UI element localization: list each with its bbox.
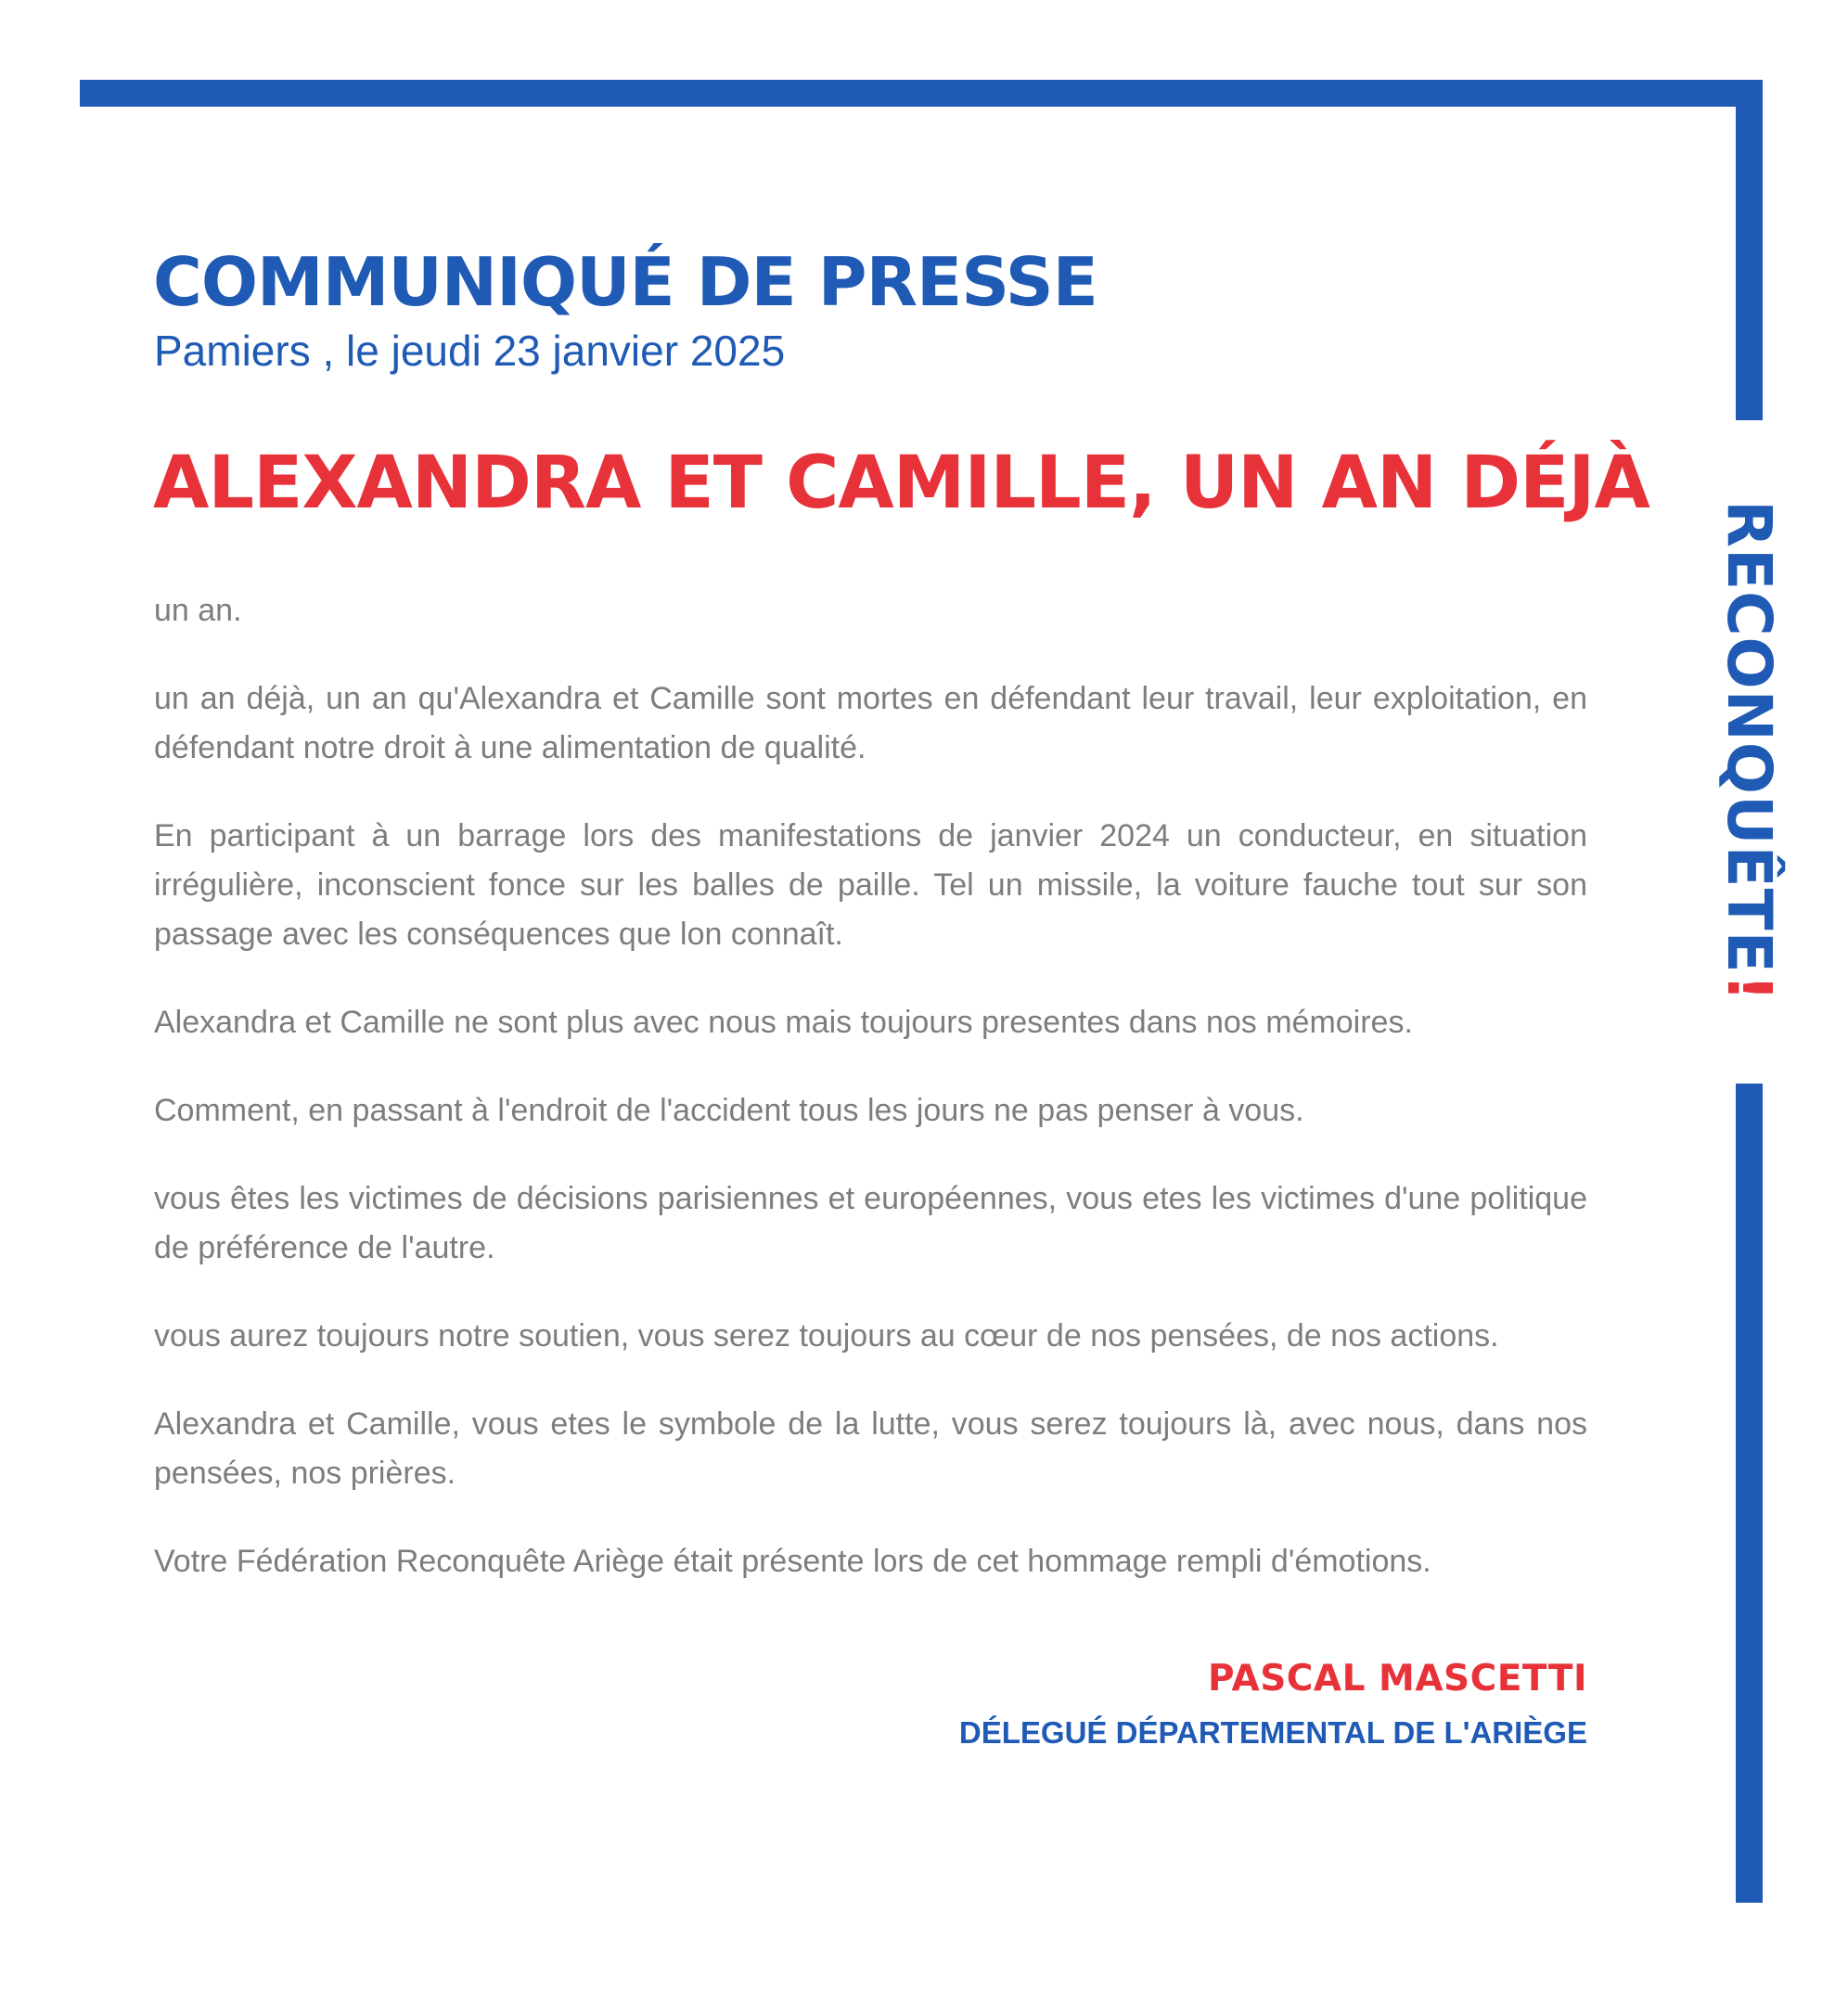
- frame-bar-top: [80, 80, 1763, 107]
- paragraph: un an déjà, un an qu'Alexandra et Camille sont mortes en défendant leur travail, leur exploitation, en défendant notre droit à une alimentation de qualité.: [154, 681, 1587, 765]
- headline: ALEXANDRA ET CAMILLE, UN AN DÉJÀ: [153, 442, 1649, 525]
- signer-role: DÉLEGUÉ DÉPARTEMENTAL DE L'ARIÈGE: [958, 1715, 1587, 1750]
- paragraph: Votre Fédération Reconquête Ariège était présente lors de cet hommage rempli d'émotions.: [154, 1544, 1431, 1579]
- paragraph: vous êtes les victimes de décisions parisiennes et européennes, vous etes les victimes d'une politique de préférence de l'autre.: [154, 1181, 1587, 1265]
- paragraph: Alexandra et Camille ne sont plus avec nous mais toujours presentes dans nos mémoires.: [154, 1005, 1413, 1040]
- signature-block: [958, 1658, 1587, 1750]
- brand-name: RECONQUÊTE: [1713, 500, 1785, 974]
- paragraph: En participant à un barrage lors des manifestations de janvier 2024 un conducteur, en situation irrégulière, inconscient fonce sur les balles de paille. Tel un missile, la voiture fauche tout sur son passage avec les conséquences que lon connaît.: [154, 818, 1587, 952]
- paragraph: Comment, en passant à l'endroit de l'accident tous les jours ne pas penser à vous.: [154, 1093, 1304, 1128]
- brand-exclamation-mark: !: [1713, 973, 1785, 1003]
- press-release-label: COMMUNIQUÉ DE PRESSE: [153, 243, 1097, 321]
- paragraph: Alexandra et Camille, vous etes le symbole de la lutte, vous serez toujours là, avec nous, dans nos pensées, nos prières.: [154, 1406, 1587, 1491]
- signer-name: PASCAL MASCETTI: [1208, 1658, 1587, 1700]
- paragraph: vous aurez toujours notre soutien, vous serez toujours au cœur de nos pensées, de nos actions.: [154, 1318, 1499, 1354]
- date-line: Pamiers , le jeudi 23 janvier 2025: [154, 327, 786, 375]
- paragraph: un an.: [154, 593, 242, 628]
- frame-bar-right-lower: [1736, 1084, 1763, 1903]
- frame-bar-right-upper: [1736, 80, 1763, 420]
- body-text: [154, 586, 1587, 1625]
- reconquete-logo: [1713, 500, 1785, 1003]
